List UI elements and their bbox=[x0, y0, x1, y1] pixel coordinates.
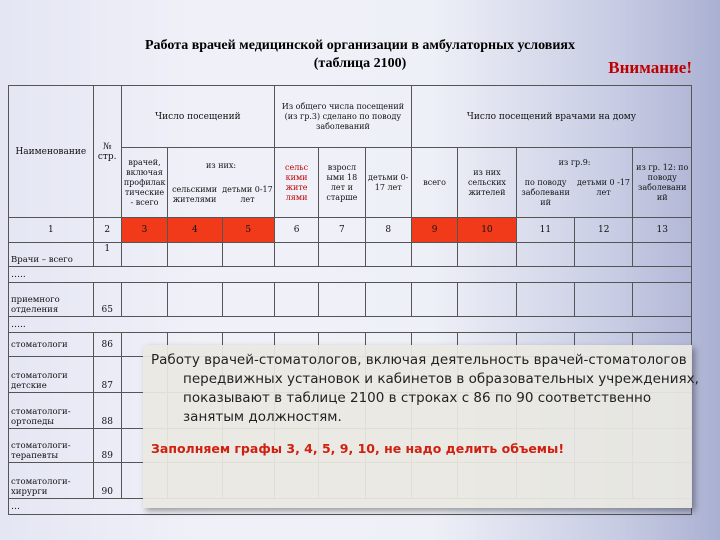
header-rural-res: сельс кими жите лями bbox=[274, 148, 318, 218]
colnum-5: 5 bbox=[222, 218, 274, 243]
colnum-6: 6 bbox=[274, 218, 318, 243]
row-number: 87 bbox=[93, 357, 121, 393]
table-row bbox=[9, 283, 692, 317]
colnum-1: 1 bbox=[9, 218, 94, 243]
row-number: 88 bbox=[93, 393, 121, 429]
note-box bbox=[143, 345, 699, 508]
row-number: 89 bbox=[93, 429, 121, 463]
header-name: Наименование bbox=[9, 86, 94, 218]
header-total: всего bbox=[411, 148, 457, 218]
table-row bbox=[9, 243, 692, 267]
header-of-them: из них: bbox=[205, 160, 237, 170]
table-row bbox=[9, 267, 692, 283]
row-number: 65 bbox=[93, 283, 121, 317]
colnum-12: 12 bbox=[575, 218, 633, 243]
row-number: 1 bbox=[93, 243, 121, 267]
header-from-gr9-group bbox=[516, 148, 633, 218]
column-number-row bbox=[9, 218, 692, 243]
table-row bbox=[9, 317, 692, 333]
colnum-7: 7 bbox=[319, 218, 365, 243]
row-number: 86 bbox=[93, 333, 121, 357]
note-text: Работу врачей-стоматологов, включая деятельность врачей-стоматологов передвижных установок и кабинетов в образовательных учреждениях, показывают в таблице 2100 в строках с 86 по 90 соответственно занятым должностям. bbox=[151, 352, 699, 425]
header-rownum: № стр. bbox=[93, 86, 121, 218]
row-label: приемного отделения bbox=[9, 283, 94, 317]
header-disease: по поводу заболевани ий bbox=[521, 177, 570, 207]
row-number: 90 bbox=[93, 463, 121, 499]
row-ellipsis: ….. bbox=[9, 267, 692, 283]
row-ellipsis: ….. bbox=[9, 317, 692, 333]
row-label: Врачи – всего bbox=[9, 243, 94, 267]
header-rural-of: из них сельских жителей bbox=[458, 148, 516, 218]
header-doctors-incl: врачей, включая профилак тические - всего bbox=[121, 148, 167, 218]
colnum-11: 11 bbox=[516, 218, 574, 243]
colnum-3: 3 bbox=[121, 218, 167, 243]
header-of-them-group bbox=[168, 148, 275, 218]
header-visits: Число посещений bbox=[121, 86, 274, 148]
header-from-gr9: из гр.9: bbox=[558, 157, 591, 167]
row-ellipsis: … bbox=[9, 499, 692, 515]
header-of-total: Из общего числа посещений (из гр.3) сделано по поводу заболеваний bbox=[274, 86, 411, 148]
warning-label: Внимание! bbox=[608, 58, 692, 77]
row-label: стоматологи детские bbox=[9, 357, 94, 393]
row-label: стоматологи-терапевты bbox=[9, 429, 94, 463]
row-label: стоматологи bbox=[9, 333, 94, 357]
row-label: стоматологи-ортопеды bbox=[9, 393, 94, 429]
header-kids017b: детьми 0 -17 лет bbox=[576, 177, 631, 197]
colnum-2: 2 bbox=[93, 218, 121, 243]
header-kids017: детьми 0-17 лет bbox=[365, 148, 411, 218]
header-adults18: взросл ыми 18 лет и старше bbox=[319, 148, 365, 218]
colnum-10: 10 bbox=[458, 218, 516, 243]
header-children: детьми 0-17 лет bbox=[222, 184, 273, 204]
colnum-13: 13 bbox=[633, 218, 692, 243]
note-highlight: Заполняем графы 3, 4, 5, 9, 10, не надо делить объемы! bbox=[151, 441, 565, 456]
row-label: стоматологи-хирурги bbox=[9, 463, 94, 499]
header-rural: сельскими жителями bbox=[172, 184, 218, 204]
colnum-4: 4 bbox=[168, 218, 222, 243]
title-line-1: Работа врачей медицинской организации в амбулаторных условиях bbox=[144, 38, 576, 53]
colnum-9: 9 bbox=[411, 218, 457, 243]
header-home-visits: Число посещений врачами на дому bbox=[411, 86, 691, 148]
colnum-8: 8 bbox=[365, 218, 411, 243]
header-from-gr12: из гр. 12: по поводу заболевани ий bbox=[633, 148, 692, 218]
title-line-2: (таблица 2100) bbox=[313, 56, 407, 71]
